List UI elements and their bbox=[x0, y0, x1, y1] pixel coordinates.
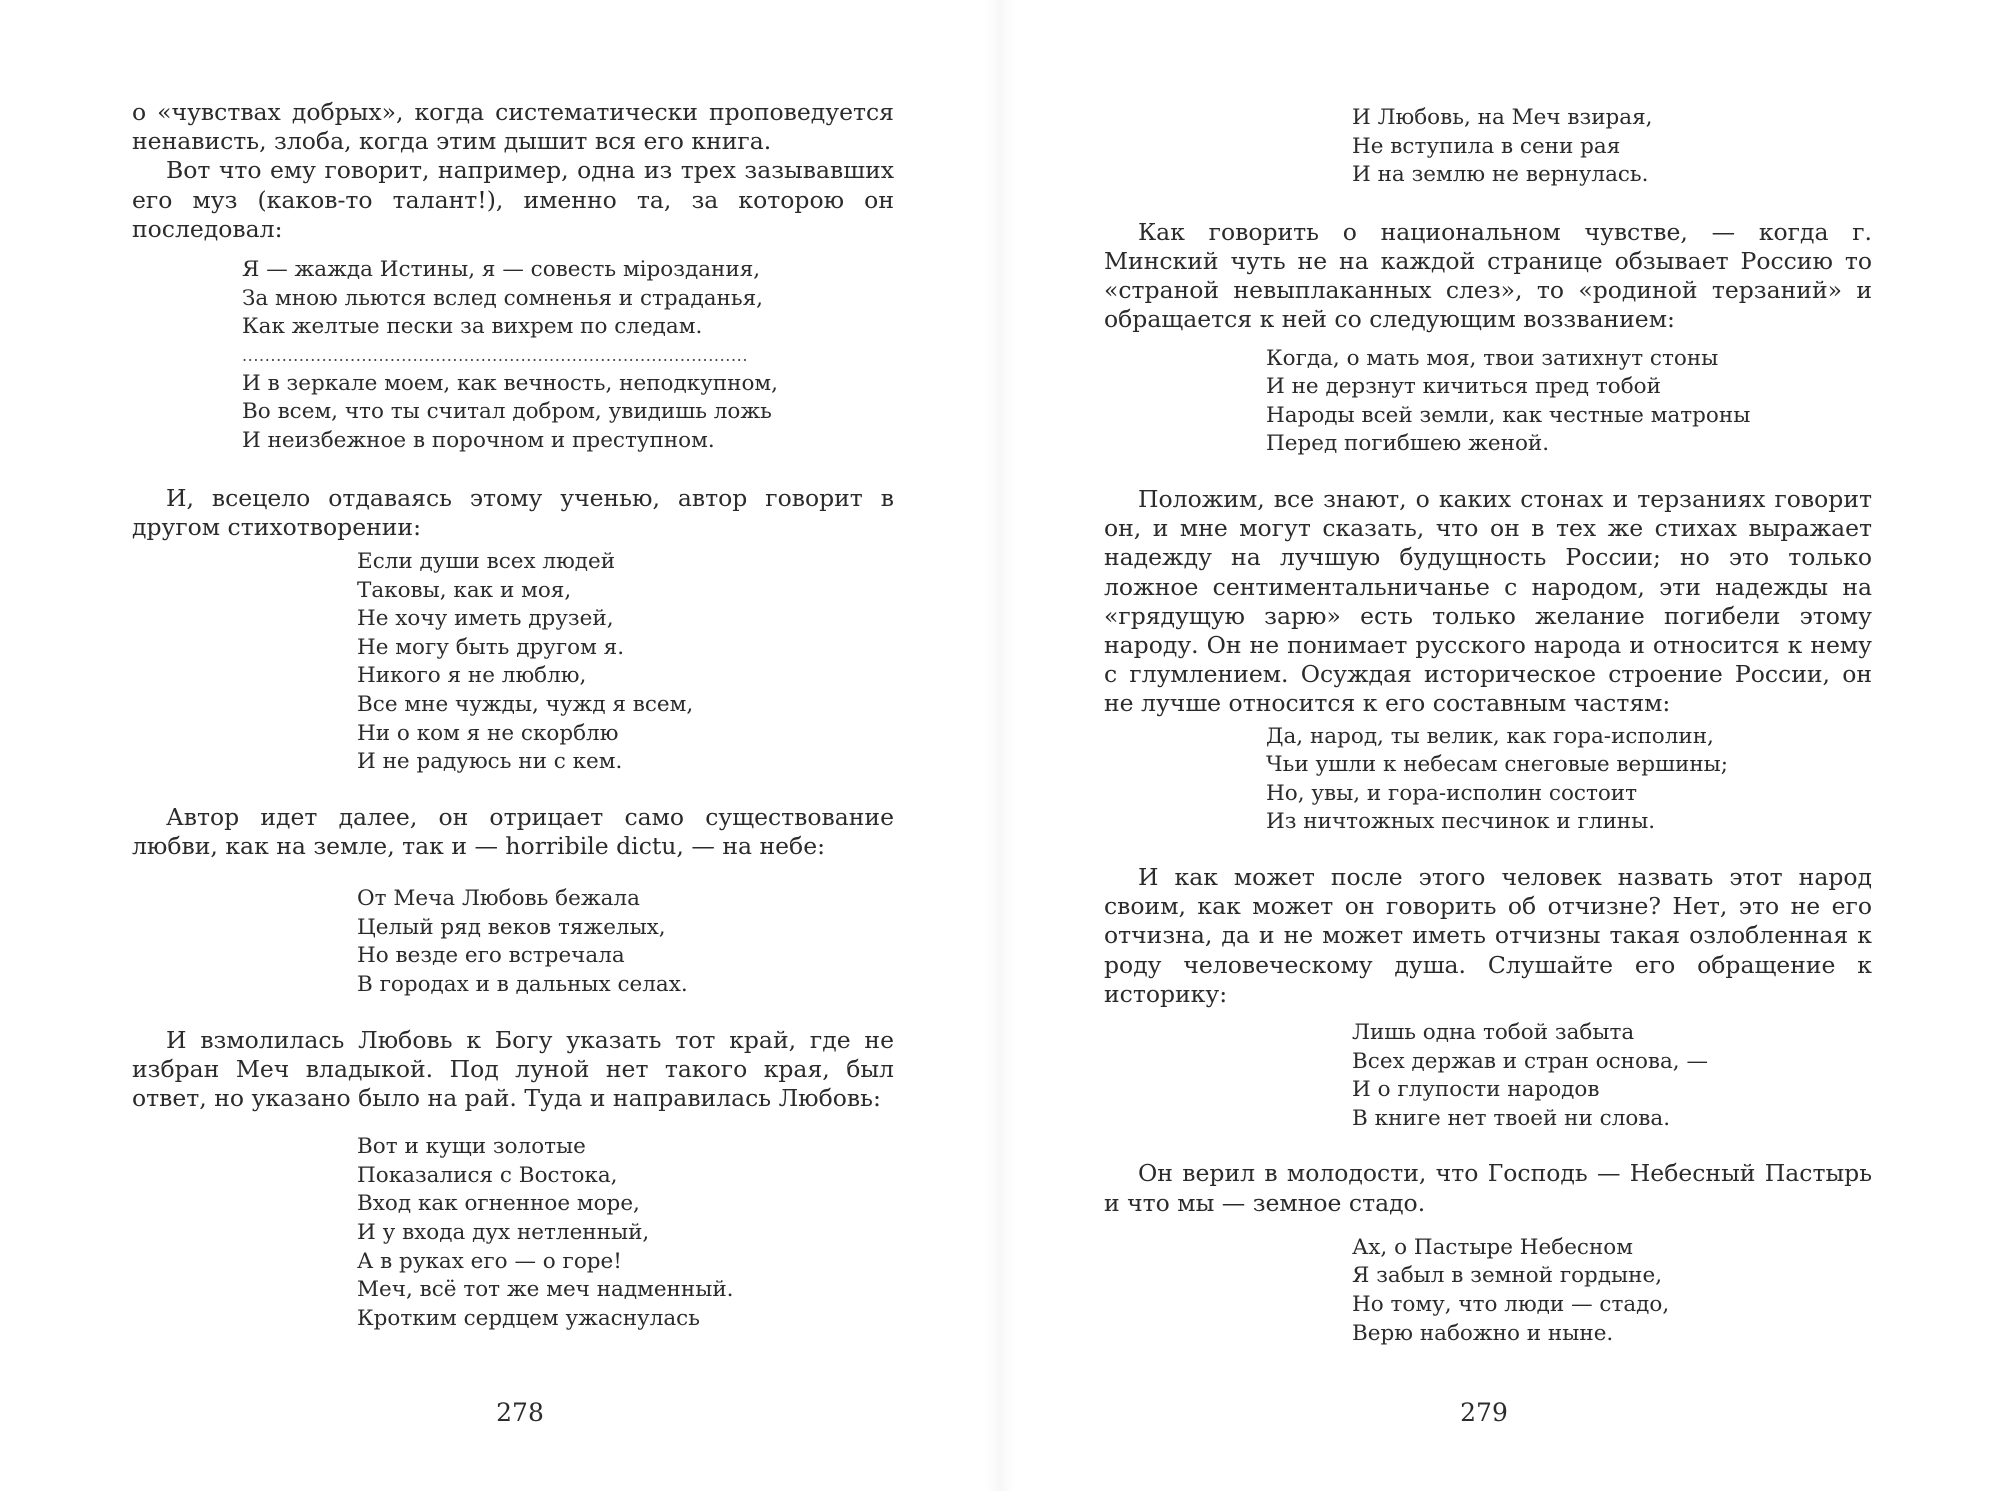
verse-line: И о глупости народов bbox=[1352, 1077, 1600, 1103]
verse-line: Вот и кущи золотые bbox=[357, 1134, 586, 1160]
ellipsis-line: ......................................................................................... bbox=[242, 345, 749, 365]
verse-line: Из ничтожных песчинок и глины. bbox=[1266, 809, 1656, 835]
verse-line: Целый ряд веков тяжелых, bbox=[357, 914, 666, 940]
verse-line: Ни о ком я не скорблю bbox=[357, 720, 619, 746]
verse-line: Не могу быть другом я. bbox=[357, 634, 625, 660]
verse-block bbox=[1352, 1234, 1872, 1348]
verse-line: Никого я не люблю, bbox=[357, 663, 587, 689]
right-page bbox=[1000, 0, 2000, 1491]
verse-line: И на землю не вернулась. bbox=[1352, 162, 1649, 188]
verse-block bbox=[1352, 1019, 1872, 1133]
verse-block bbox=[242, 256, 894, 456]
verse-line: Да, народ, ты велик, как гора-исполин, bbox=[1266, 723, 1714, 749]
verse-line: И у входа дух нетленный, bbox=[357, 1219, 650, 1245]
verse-line: И не дерзнут кичиться пред тобой bbox=[1266, 374, 1661, 400]
verse-line: Не хочу иметь друзей, bbox=[357, 606, 614, 632]
verse-line: Вход как огненное море, bbox=[357, 1191, 640, 1217]
paragraph: Как говорить о национальном чувстве, — когда г. Минский чуть не на каждой странице обзывает Россию то «страной невыплаканных слез», то «родиной терзаний» и обращается к ней со следующим воззванием: bbox=[1104, 217, 1872, 334]
verse-line: Чьи ушли к небесам снеговые вершины; bbox=[1266, 752, 1729, 778]
paragraph: И взмолилась Любовь к Богу указать тот край, где не избран Меч владыкой. Под луной нет такого края, был ответ, но указано было на рай. Туда и направилась Любовь: bbox=[132, 1025, 894, 1112]
paragraph: Положим, все знают, о каких стонах и терзаниях говорит он, и мне могут сказать, что он в тех же стихах выражает надежду на лучшую будущность России; но это только ложное сентиментальничанье с народом, эти надежды на «грядущую зарю» есть только желание погибели этому народу. Он не понимает русского народа и относится к нему с глумлением. Осуждая историческое строение России, он не лучше относится к его составным частям: bbox=[1104, 484, 1872, 718]
paragraph: Вот что ему говорит, например, одна из трех зазывавших его муз (каков-то талант!), именно та, за которою он последовал: bbox=[132, 156, 894, 243]
verse-line: Как желтые пески за вихрем по следам. bbox=[242, 314, 703, 340]
verse-line: Ах, о Пастыре Небесном bbox=[1352, 1234, 1633, 1260]
verse-line: За мною льются вслед сомненья и страданья, bbox=[242, 285, 763, 311]
verse-block bbox=[1352, 104, 1872, 190]
verse-line: Перед погибшею женой. bbox=[1266, 431, 1550, 457]
verse-block bbox=[1266, 345, 1872, 459]
left-page-text bbox=[132, 98, 894, 1333]
verse-block bbox=[1266, 723, 1872, 837]
verse-line: В книге нет твоей ни слова. bbox=[1352, 1105, 1671, 1131]
verse-line: И в зеркале моем, как вечность, неподкупном, bbox=[242, 370, 778, 396]
verse-line: Но везде его встречала bbox=[357, 943, 625, 969]
verse-line: Когда, о мать моя, твои затихнут стоны bbox=[1266, 345, 1719, 371]
verse-block bbox=[357, 548, 894, 777]
verse-line: Таковы, как и моя, bbox=[357, 577, 572, 603]
verse-line: Но, увы, и гора-исполин состоит bbox=[1266, 780, 1638, 806]
verse-line: Лишь одна тобой забыта bbox=[1352, 1019, 1635, 1045]
verse-line: Все мне чужды, чужд я всем, bbox=[357, 691, 694, 717]
verse-line: И не радуюсь ни с кем. bbox=[357, 749, 623, 775]
verse-line: В городах и в дальных селах. bbox=[357, 971, 688, 997]
verse-line: И Любовь, на Меч взирая, bbox=[1352, 105, 1653, 130]
verse-line: Всех держав и стран основа, — bbox=[1352, 1048, 1708, 1074]
paragraph: И как может после этого человек назвать этот народ своим, как может он говорить об отчизне? Нет, это не его отчизна, да и не может иметь отчизны такая озлобленная к роду человеческому душа. Слушайте его обращение к историку: bbox=[1104, 862, 1872, 1008]
verse-line: Верю набожно и ныне. bbox=[1352, 1320, 1614, 1346]
verse-line: Я — жажда Истины, я — совесть міроздания, bbox=[242, 257, 761, 283]
verse-block bbox=[357, 1133, 894, 1333]
right-page-text bbox=[1104, 104, 1872, 1348]
paragraph: о «чувствах добрых», когда систематически проповедуется ненависть, злоба, когда этим дышит вся его книга. bbox=[132, 98, 894, 156]
verse-line: Если души всех людей bbox=[357, 548, 616, 574]
verse-line: От Меча Любовь бежала bbox=[357, 886, 640, 912]
page-number: 279 bbox=[1460, 1398, 1508, 1427]
verse-line: И неизбежное в порочном и преступном. bbox=[242, 427, 715, 453]
page-number: 278 bbox=[496, 1398, 544, 1427]
verse-line: Показалися с Востока, bbox=[357, 1162, 618, 1188]
verse-line: Не вступила в сени рая bbox=[1352, 133, 1621, 159]
verse-block bbox=[357, 885, 894, 999]
verse-line: А в руках его — о горе! bbox=[357, 1248, 622, 1274]
verse-line: Но тому, что люди — стадо, bbox=[1352, 1291, 1670, 1317]
paragraph: Он верил в молодости, что Господь — Небесный Пастырь и что мы — земное стадо. bbox=[1104, 1159, 1872, 1217]
verse-line: Во всем, что ты считал добром, увидишь ложь bbox=[242, 399, 772, 425]
verse-line: Народы всей земли, как честные матроны bbox=[1266, 402, 1751, 428]
verse-line: Меч, всё тот же меч надменный. bbox=[357, 1277, 734, 1303]
paragraph: Автор идет далее, он отрицает само существование любви, как на земле, так и — horribile dictu, — на небе: bbox=[132, 802, 894, 860]
verse-line: Кротким сердцем ужаснулась bbox=[357, 1305, 700, 1331]
verse-line: Я забыл в земной гордыне, bbox=[1352, 1263, 1663, 1289]
paragraph: И, всецело отдаваясь этому ученью, автор говорит в другом стихотворении: bbox=[132, 483, 894, 541]
